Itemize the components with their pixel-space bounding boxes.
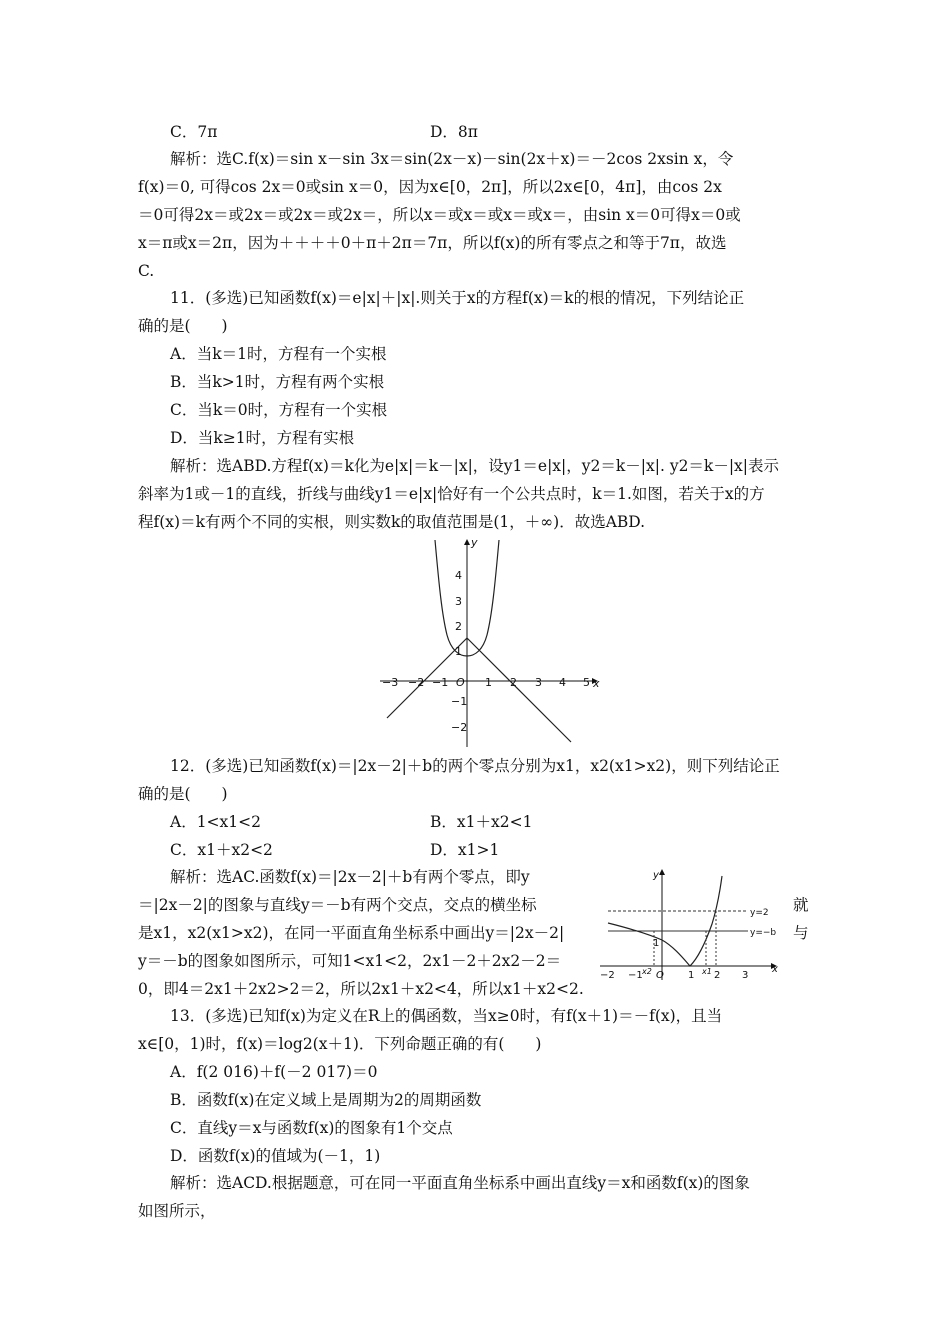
exp-curve-left [435,540,467,656]
x-tick-label: 1 [485,676,492,689]
x-tick-label: −2 [600,970,615,981]
q10-solution-line: ＝0可得2x＝或2x＝或2x＝或2x＝，所以x＝或x＝或x＝或x＝，由sin x＝0可得x＝0或 [138,206,741,224]
y-tick-label: 4 [455,569,462,582]
q10-option-c: C．7π [170,123,218,141]
x1-label: x1 [702,967,712,976]
q11-solution-line: 解析：选ABD.方程f(x)＝k化为e|x|＝k－|x|，设y1＝e|x|，y2＝k－|x|. y2＝k－|x|表示 [170,457,780,475]
y-tick-label: 1 [455,645,462,658]
q12-stem: 12．(多选)已知函数f(x)＝|2x－2|＋b的两个零点分别为x1，x2(x1>x2)，则下列结论正 [170,757,780,775]
q11-graph [375,535,605,750]
q12-option-c: C．x1＋x2<2 [170,841,273,859]
q12-solution-line: 0，即4＝2x1＋2x2>2＝2，所以2x1＋x2<4，所以x1＋x2<2. [138,980,584,998]
q10-solution-line: f(x)＝0, 可得cos 2x＝0或sin x＝0，因为x∈[0，2π]，所以2x∈[0，4π]，由cos 2x [138,178,722,196]
q12-option-d: D．x1>1 [430,841,500,859]
q13-solution-line: 如图所示， [138,1202,216,1220]
y-axis-label: y [471,536,478,549]
q13-option-d: D．函数f(x)的值域为(－1，1) [170,1147,381,1165]
x-tick-label: 3 [535,676,542,689]
y-tick-label: −2 [451,721,468,734]
x-tick-label: −2 [408,676,425,689]
exp-curve-right [467,540,499,656]
q13-option-a: A．f(2 016)＋f(－2 017)＝0 [170,1063,378,1081]
x-tick-label: −1 [628,970,643,981]
q12-solution-line: 解析：选AC.函数f(x)＝|2x－2|＋b有两个零点，即y [170,868,530,886]
q12-side-word: 与 [793,924,809,942]
q11-option-a: A．当k＝1时，方程有一个实根 [170,345,387,363]
x-tick-label: 4 [559,676,566,689]
x-axis-label: x [772,964,778,975]
x-tick-label: 2 [510,676,517,689]
x-tick-label: 2 [714,970,721,981]
origin-label: O [656,970,664,981]
q12-option-b: B．x1＋x2<1 [430,813,533,831]
q12-side-word: 就 [793,896,809,914]
q11-stem: 11．(多选)已知函数f(x)＝e|x|＋|x|.则关于x的方程f(x)＝k的根的情况，下列结论正 [170,289,745,307]
x-tick-label: −1 [432,676,449,689]
x-axis-label: x [593,677,600,690]
y-tick-label: −1 [451,695,468,708]
q12-solution-line: 是x1，x2(x1>x2)，在同一平面直角坐标系中画出y＝|2x－2| [138,924,565,942]
q13-option-c: C．直线y＝x与函数f(x)的图象有1个交点 [170,1119,453,1137]
q10-option-d: D．8π [430,123,478,141]
line-right [467,638,571,742]
x2-label: x2 [642,967,652,976]
q12-solution-line: y＝－b的图象如图所示，可知1<x1<2，2x1－2＋2x2－2＝ [138,952,562,970]
q12-stem: 确的是( ) [138,785,228,803]
y-tick-label: 2 [455,620,462,633]
q11-solution-line: 斜率为1或－1的直线，折线与曲线y1＝e|x|恰好有一个公共点时，k＝1.如图，若关于x的方 [138,485,765,503]
x-tick-label: −3 [382,676,399,689]
origin-label: O [456,676,465,689]
q11-stem: 确的是( ) [138,317,228,335]
q10-solution-line: x＝π或x＝2π，因为＋＋＋＋0＋π＋2π＝7π，所以f(x)的所有零点之和等于7π，故选 [138,234,727,252]
y2-label: y=2 [750,908,769,918]
q10-solution-line: C. [138,262,155,280]
q12-graph [598,866,788,984]
q13-solution-line: 解析：选ACD.根据题意，可在同一平面直角坐标系中画出直线y＝x和函数f(x)的图象 [170,1174,750,1192]
x-tick-label: 1 [688,970,695,981]
q10-solution-line: 解析：选C.f(x)＝sin x－sin 3x＝sin(2x－x)－sin(2x＋x)＝－2cos 2xsin x，令 [170,150,734,168]
q11-option-c: C．当k＝0时，方程有一个实根 [170,401,388,419]
x-tick-label: 3 [742,970,749,981]
q11-option-b: B．当k>1时，方程有两个实根 [170,373,385,391]
q11-solution-line: 程f(x)＝k有两个不同的实根，则实数k的取值范围是(1，＋∞)．故选ABD. [138,513,646,531]
neg-b-label: y=−b [750,928,777,938]
y-tick-label: 1 [653,938,660,949]
y-axis-label: y [653,870,659,881]
q13-stem: x∈[0，1)时，f(x)＝log2(x＋1)．下列命题正确的有( ) [138,1035,542,1053]
q13-stem: 13．(多选)已知f(x)为定义在R上的偶函数，当x≥0时，有f(x＋1)＝－f(x)，且当 [170,1007,723,1025]
q12-option-a: A．1<x1<2 [170,813,261,831]
abs-exp-curve [608,876,722,966]
q11-option-d: D．当k≥1时，方程有实根 [170,429,355,447]
q12-solution-line: ＝|2x－2|的图象与直线y＝－b有两个交点，交点的横坐标 [138,896,537,914]
q13-option-b: B．函数f(x)在定义域上是周期为2的周期函数 [170,1091,482,1109]
x-tick-label: 5 [583,676,590,689]
y-tick-label: 3 [455,595,462,608]
